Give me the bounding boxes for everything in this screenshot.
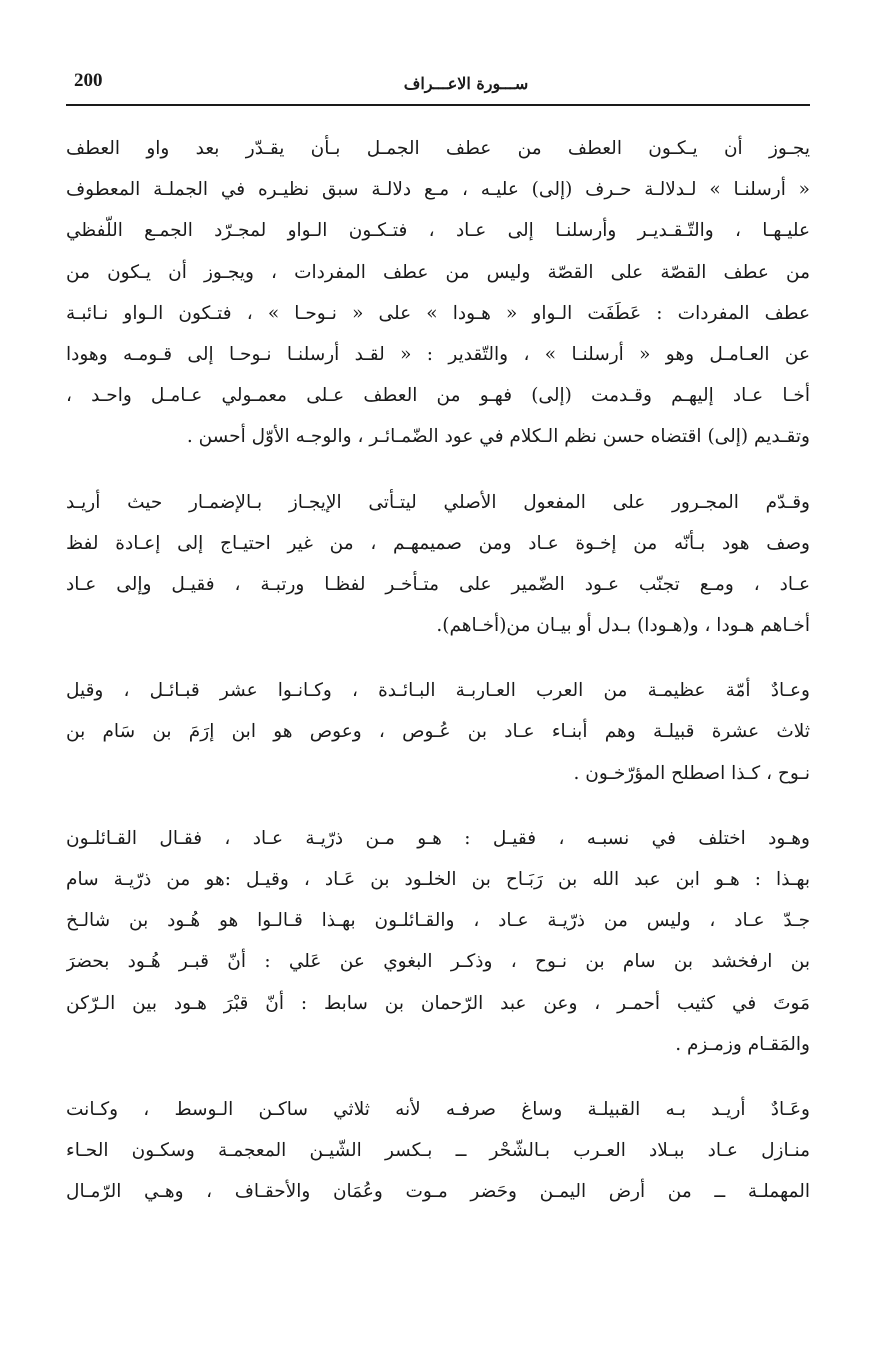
paragraph xyxy=(66,670,810,794)
text-line: وعَـادٌ أريـد بـه القبيلـة وساغ صرفـه لأنه ثلاثي ساكـن الـوسط ، وكـانت xyxy=(66,1098,810,1120)
page-number: 200 xyxy=(74,70,103,91)
text-line: جـدّ عـاد ، وليس من ذرّيـة عـاد ، والقـائلـون بهـذا قـالـوا هو هُـود بن شالـخ xyxy=(66,910,810,932)
text-line: وهـود اختلف في نسبـه ، فقيـل : هـو مـن ذرّيـة عـاد ، فقـال القـائلـون xyxy=(66,827,810,849)
text-line: المهملـة ــ من أرض اليمـن وحَضر مـوت وعُمَان والأحقـاف ، وهـي الرّمـال xyxy=(66,1181,810,1203)
text-line: يجـوز أن يـكـون العطف من عطف الجمـل بـأن يقـدّر بعد واو العطف xyxy=(66,138,810,159)
text-line: وقـدّم المجـرور على المفعول الأصلي ليتـأتى الإيجـاز بـالإضمـار حيث أريـد xyxy=(66,491,810,513)
text-line: منـازل عـاد ببـلاد العـرب بـالشّحْر ــ بـكسر الشّيـن المعجمـة وسكـون الحـاء xyxy=(66,1140,810,1162)
text-line: « أرسلنـا » لـدلالـة حـرف (إلى) عليـه ، مـع دلالـة سبق نظيـره في الجملـة المعطوف xyxy=(66,179,810,201)
text-line: وتقـديم (إلى) اقتضاه حسن نظم الـكلام في عود الضّمـائـر ، والوجـه الأوّل أحسن . xyxy=(186,426,810,448)
paragraph xyxy=(66,128,810,458)
body-text xyxy=(66,128,810,1237)
text-line: ثلاث عشرة قبيلـة وهم أبنـاء عـاد بن عُـوص ، وعوص هو ابن إرَمَ بن سَام بن xyxy=(66,721,810,743)
paragraph xyxy=(66,1089,810,1213)
text-line: من عطف القصّة على القصّة وليس من عطف المفردات ، ويجـوز أن يـكون من xyxy=(66,261,810,283)
text-line: عطف المفردات : عَطَفَت الـواو « هـودا » على « نـوحـا » ، فتـكون الـواو نـائبـة xyxy=(66,302,810,324)
text-line: عـاد ، ومـع تجنّب عـود الضّمير على متـأخـر لفظـا ورتبـة ، فقيـل وإلى عـاد xyxy=(66,573,810,595)
running-title: ســـورة الاعـــراف xyxy=(403,74,529,93)
text-line: وعـادٌ أمّة عظيمـة من العرب العـاربـة البـائـدة ، وكـانـوا عشر قبـائـل ، وقيل xyxy=(66,680,810,702)
paragraph xyxy=(66,482,810,647)
text-line: بهـذا : هـو ابن عبد الله بن رَبَـاح بن الخلـود بن عَـاد ، وقيـل :هو من ذرّيـة سام xyxy=(66,869,810,890)
text-line: عليـهـا ، والتّـقـديـر وأرسلنـا إلى عـاد ، فتـكـون الـواو لمجـرّد الجمـع اللّفظي xyxy=(66,220,810,242)
text-line: والمَقـام وزمـزم . xyxy=(675,1033,810,1055)
text-line: نـوح ، كـذا اصطلح المؤرّخـون . xyxy=(573,762,810,784)
text-line: أخـاهم هـودا ، و(هـودا) بـدل أو بيـان من(أخـاهم). xyxy=(436,615,810,637)
text-line: مَوتَ في كثيب أحمـر ، وعن عبد الرّحمان بن سابط : أنّ قبْرَ هـود بين الـرّكن xyxy=(66,992,810,1014)
text-line: أخـا عـاد إليهـم وقـدمت (إلى) فهـو من العطف عـلى معمـولي عـامـل واحـد ، xyxy=(66,385,810,407)
text-line: عن العـامـل وهو « أرسلنـا » ، والتّقدير : « لقـد أرسلنـا نـوحـا إلى قـومـه وهودا xyxy=(66,343,810,365)
paragraph xyxy=(66,818,810,1065)
text-line: وصف هود بـأنّه من إخـوة عـاد ومن صميمهـم ، من غير احتيـاج إلى إعـادة لفظ xyxy=(66,532,810,554)
page-header xyxy=(66,64,810,106)
text-line: بن ارفخشد بن سام بن نـوح ، وذكـر البغوي عن عَلي : أنّ قبـر هُـود بحضرَ xyxy=(66,951,810,973)
